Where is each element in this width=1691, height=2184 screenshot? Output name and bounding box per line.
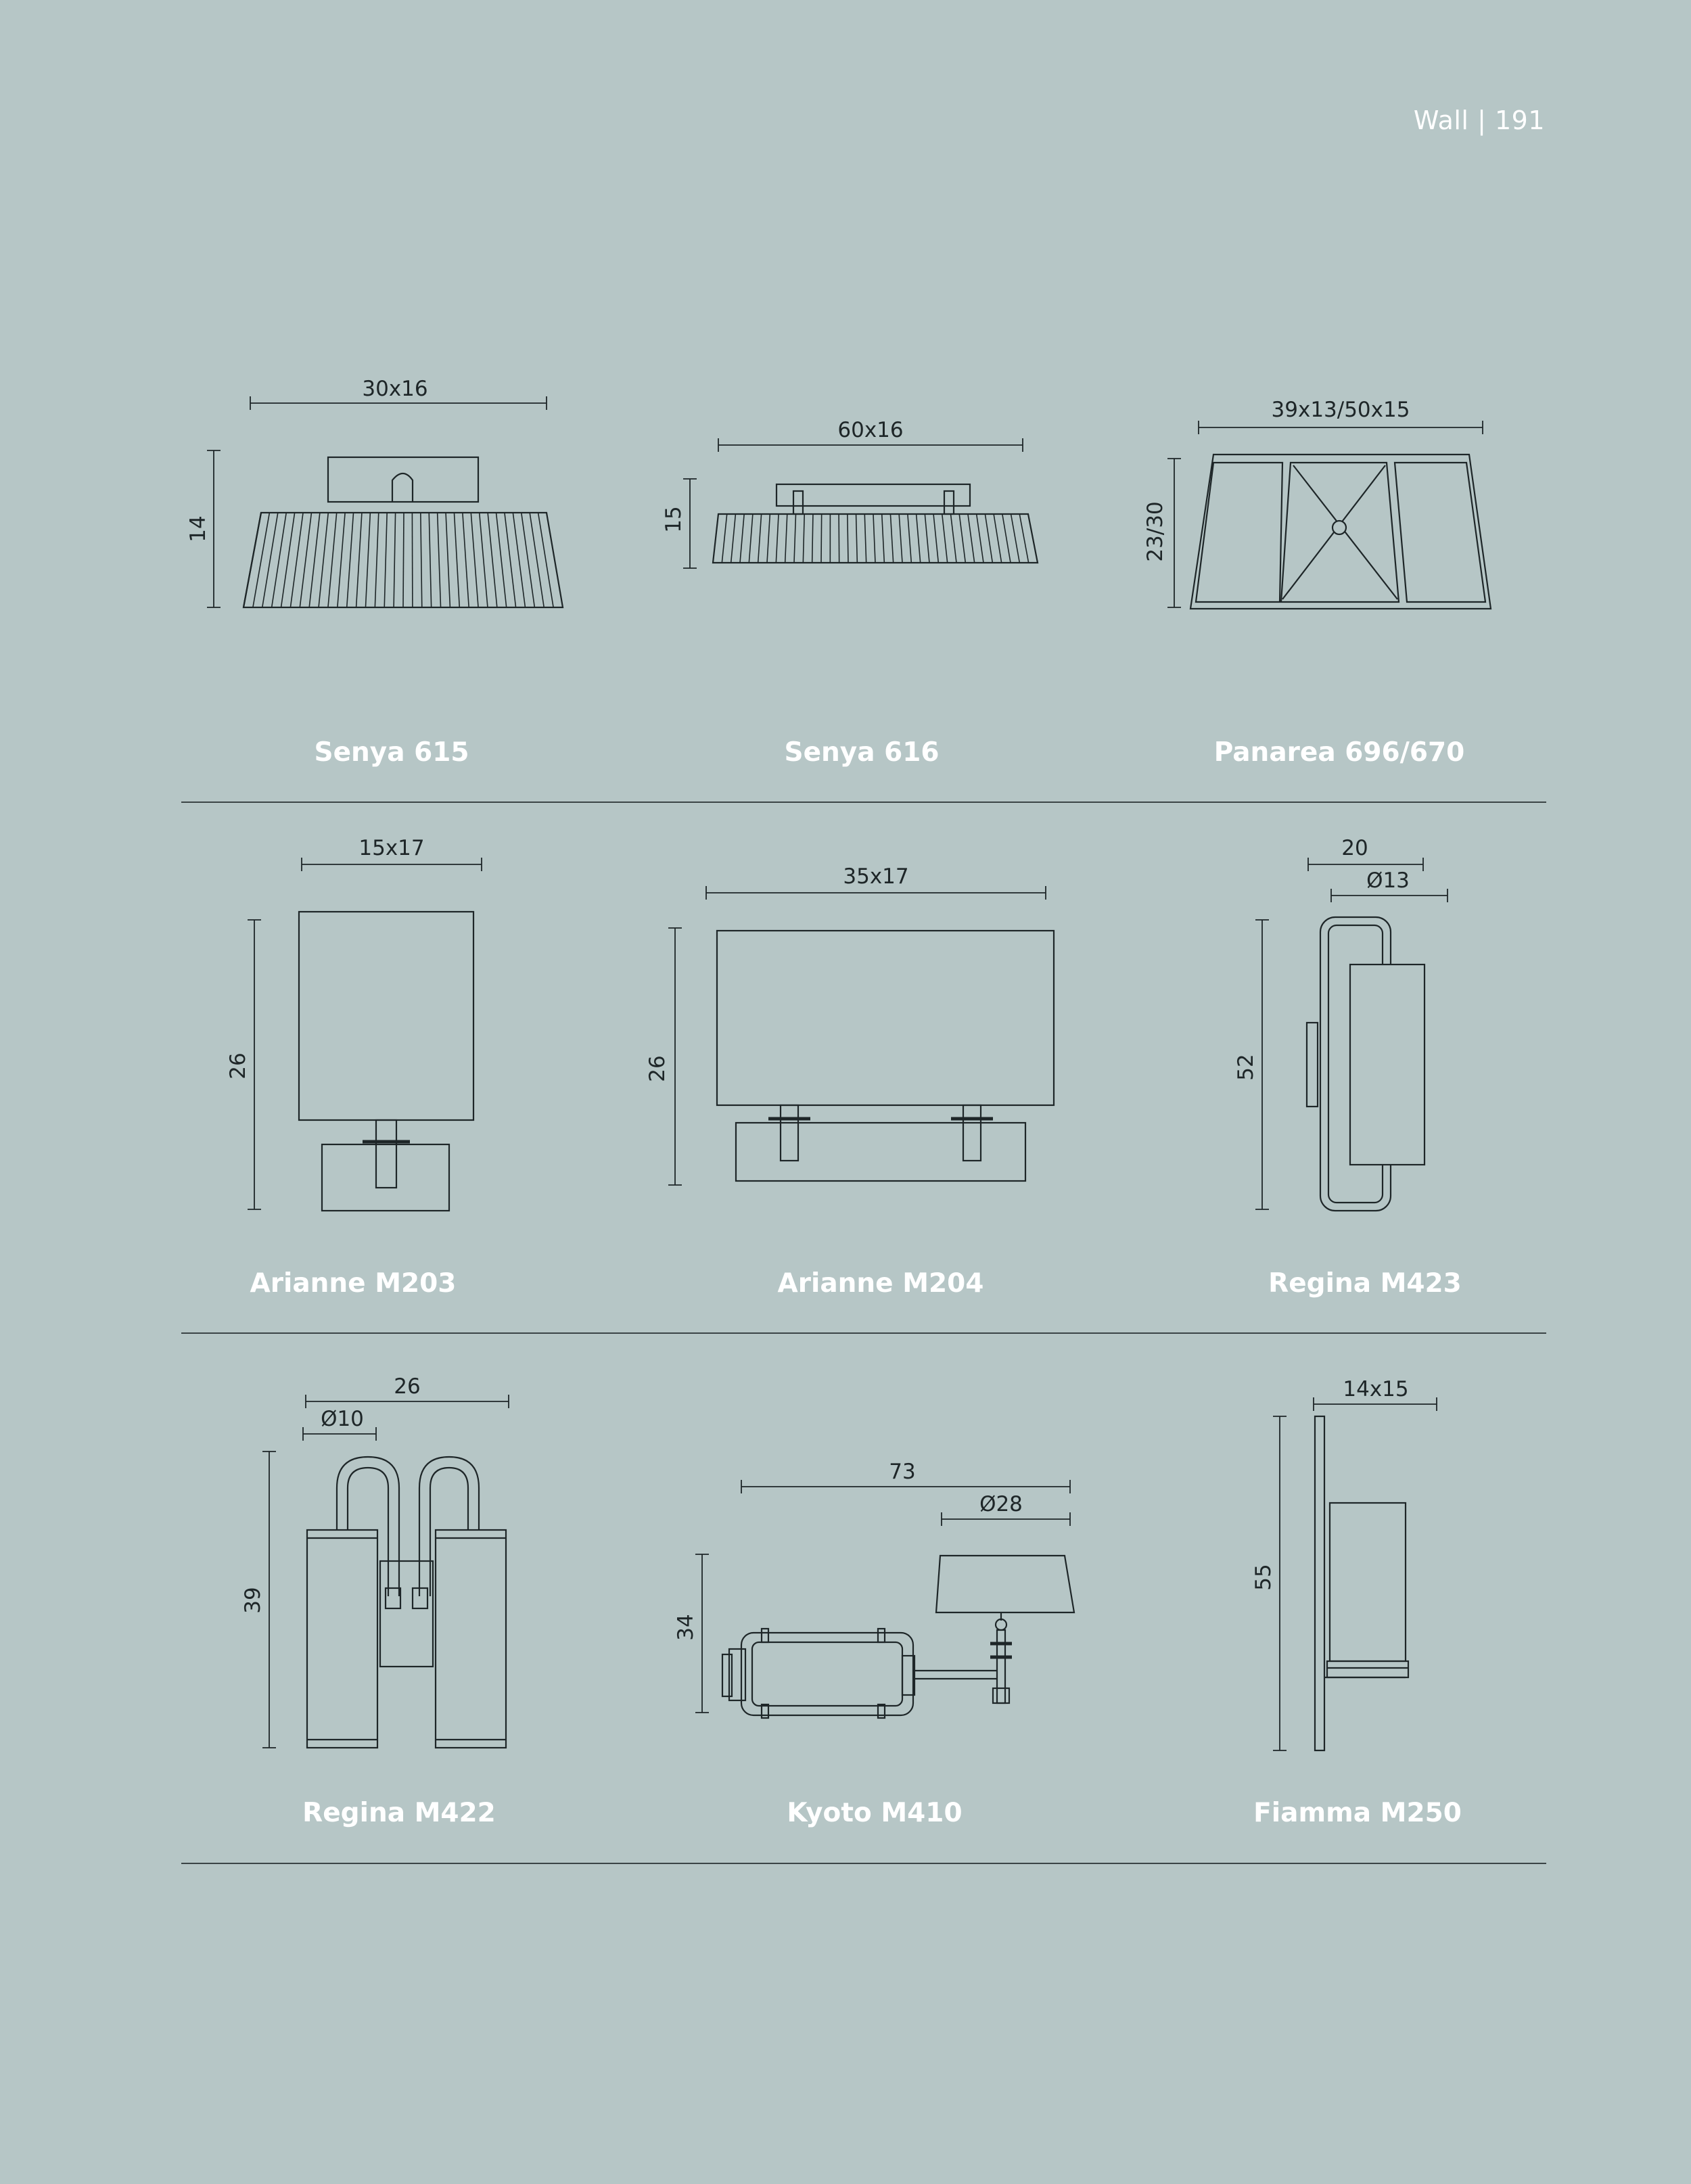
shade-pleat (856, 514, 858, 563)
shade-pleat (812, 514, 813, 563)
diameter-dimension: Ø28 (979, 1492, 1023, 1516)
shade-pleat (394, 513, 395, 607)
shade-pleat (429, 513, 431, 607)
height-dimension: 15 (662, 506, 686, 533)
shade-pleat (749, 514, 753, 563)
shade-pleat (1019, 514, 1028, 563)
shade-pleat (253, 513, 270, 607)
height-dimension: 39 (241, 1587, 265, 1614)
shade-pleat (917, 514, 921, 563)
shade-pleat (384, 513, 387, 607)
drawing-senya-616 (662, 418, 1038, 568)
width-dimension: 30x16 (362, 377, 428, 401)
pleats-senya-616 (713, 514, 1038, 563)
drawing-arianne-m204 (645, 864, 1054, 1185)
width-dimension: 14x15 (1343, 1377, 1409, 1401)
product-name-fiamma-m250: Fiamma M250 (1253, 1798, 1462, 1828)
drawing-senya-615 (186, 377, 563, 607)
shade-pleat (803, 514, 804, 563)
width-dimension: 39x13/50x15 (1271, 398, 1410, 422)
shade-pleat (530, 513, 544, 607)
shade-pleat (446, 513, 450, 607)
height-dimension: 26 (226, 1052, 250, 1079)
shade-pleat (882, 514, 885, 563)
shade-pleat (328, 513, 337, 607)
width-dimension: 15x17 (358, 836, 425, 860)
product-name-arianne-m204: Arianne M204 (777, 1268, 984, 1299)
width-dimension: 20 (1341, 836, 1368, 860)
shade-pleat (338, 513, 345, 607)
shade-pleat (375, 513, 378, 607)
product-name-senya-615: Senya 615 (314, 737, 469, 768)
width-dimension: 73 (889, 1460, 916, 1484)
drawing-kyoto-m410 (674, 1460, 1074, 1718)
drawing-regina-m422 (241, 1374, 509, 1748)
shade-pleat (767, 514, 770, 563)
shade-pleat (959, 514, 965, 563)
shade-pleat (713, 514, 718, 563)
shade-pleat (985, 514, 992, 563)
header-separator: | (1477, 106, 1487, 135)
drawing-fiamma-m250 (1251, 1377, 1437, 1750)
shade-pleat (1011, 514, 1020, 563)
shade-pleat (496, 513, 507, 607)
shade-pleat (454, 513, 459, 607)
shade-pleat (480, 513, 488, 607)
shade-pleat (951, 514, 957, 563)
product-name-regina-m423: Regina M423 (1268, 1268, 1462, 1299)
shade-pleat (1028, 514, 1038, 563)
shade-pleat (864, 514, 866, 563)
product-name-arianne-m203: Arianne M203 (250, 1268, 457, 1299)
diameter-dimension: Ø13 (1366, 868, 1410, 893)
shade-pleat (319, 513, 328, 607)
shade-pleat (731, 514, 736, 563)
width-dimension: 60x16 (837, 418, 904, 442)
shade-pleat (505, 513, 516, 607)
shade-pleat (908, 514, 911, 563)
row-divider-1 (181, 801, 1546, 803)
shade-pleat (538, 513, 554, 607)
shade-pleat (758, 514, 762, 563)
product-name-panarea-696-670: Panarea 696/670 (1213, 737, 1465, 768)
width-dimension: 35x17 (843, 864, 909, 889)
product-name-kyoto-m410: Kyoto M410 (787, 1798, 963, 1828)
height-dimension: 14 (186, 515, 210, 542)
height-dimension: 55 (1251, 1564, 1276, 1591)
shade-pleat (776, 514, 779, 563)
shade-pleat (994, 514, 1002, 563)
shade-pleat (262, 513, 278, 607)
product-name-senya-616: Senya 616 (784, 737, 940, 768)
drawing-arianne-m203 (226, 836, 482, 1211)
shade-pleat (942, 514, 948, 563)
shade-pleat (347, 513, 354, 607)
shade-pleat (488, 513, 497, 607)
product-name-regina-m422: Regina M422 (302, 1798, 496, 1828)
row-divider-2 (181, 1332, 1546, 1334)
page-number: 191 (1494, 106, 1545, 135)
shade-pleat (403, 513, 404, 607)
shade-pleat (925, 514, 929, 563)
shade-pleat (722, 514, 726, 563)
height-dimension: 34 (674, 1614, 698, 1641)
diameter-dimension: Ø10 (321, 1407, 364, 1431)
shade-pleat (244, 513, 261, 607)
height-dimension: 26 (645, 1055, 670, 1082)
height-dimension: 23/30 (1143, 501, 1167, 562)
shade-pleat (890, 514, 893, 563)
height-dimension: 52 (1234, 1054, 1258, 1081)
shade-pleat (463, 513, 469, 607)
shade-pleat (977, 514, 983, 563)
section-title: Wall (1413, 106, 1469, 135)
shade-pleat (365, 513, 370, 607)
drawing-regina-m423 (1234, 836, 1447, 1211)
pleats-senya-615 (244, 513, 563, 607)
shade-pleat (356, 513, 362, 607)
shade-pleat (471, 513, 478, 607)
shade-pleat (821, 514, 822, 563)
shade-pleat (421, 513, 422, 607)
shade-pleat (309, 513, 320, 607)
shade-pleat (438, 513, 441, 607)
shade-pleat (899, 514, 902, 563)
row-divider-3 (181, 1863, 1546, 1864)
shade-pleat (968, 514, 975, 563)
shade-pleat (933, 514, 938, 563)
shade-pleat (794, 514, 796, 563)
shade-pleat (873, 514, 875, 563)
shade-pleat (740, 514, 744, 563)
width-dimension: 26 (394, 1374, 421, 1399)
shade-pleat (547, 513, 563, 607)
drawing-panarea-696-670 (1143, 398, 1491, 609)
shade-pleat (272, 513, 287, 607)
shade-pleat (785, 514, 787, 563)
shade-pleat (1002, 514, 1011, 563)
